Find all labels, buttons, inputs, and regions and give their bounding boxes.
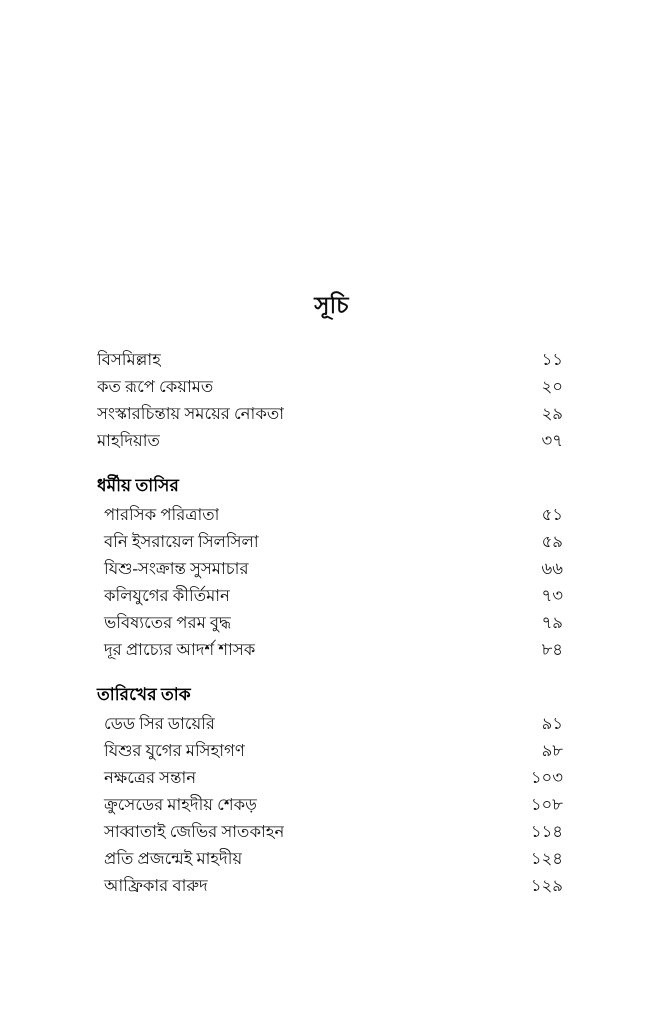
toc-entry[interactable] bbox=[97, 764, 563, 791]
toc-entry-label: মাহদিয়াত bbox=[97, 431, 160, 450]
toc-entry-page-number: ১০৮ bbox=[530, 795, 563, 814]
page-title: সূচি bbox=[314, 293, 349, 318]
toc-section-heading: তারিখের তাক bbox=[97, 685, 191, 704]
toc-entry-label: ক্রুসেডের মাহদীয় শেকড় bbox=[104, 795, 257, 814]
toc-entry-label: ভবিষ্যতের পরম বুদ্ধ bbox=[104, 613, 232, 632]
toc-group bbox=[97, 346, 563, 454]
toc-entry[interactable] bbox=[97, 528, 563, 555]
toc-entry[interactable] bbox=[97, 872, 563, 899]
toc-entry[interactable] bbox=[97, 737, 563, 764]
toc-group bbox=[97, 681, 563, 899]
toc-entry-page-number: ৮৪ bbox=[541, 640, 563, 659]
toc-entry[interactable] bbox=[97, 636, 563, 663]
toc-entry-label: পারসিক পরিত্রাতা bbox=[104, 505, 220, 524]
toc-entry-page-number: ৬৬ bbox=[541, 559, 563, 578]
toc-entry[interactable] bbox=[97, 346, 563, 373]
toc-entry-label: বিসমিল্লাহ bbox=[97, 350, 161, 369]
toc-entry-page-number: ৯৮ bbox=[541, 741, 563, 760]
toc-entry[interactable] bbox=[97, 710, 563, 737]
toc-entry-label: নক্ষত্রের সন্তান bbox=[104, 768, 197, 787]
toc-entry-label: প্রতি প্রজন্মেই মাহদীয় bbox=[104, 849, 243, 868]
toc-entry-page-number: ২০ bbox=[541, 377, 563, 396]
toc-entry-label: যিশুর যুগের মসিহাগণ bbox=[104, 741, 245, 760]
toc-entry[interactable] bbox=[97, 791, 563, 818]
toc-entry-label: ডেড সির ডায়েরি bbox=[104, 714, 216, 733]
toc-section-heading: ধর্মীয় তাসির bbox=[97, 476, 179, 495]
toc-entry[interactable] bbox=[97, 818, 563, 845]
toc-entry-page-number: ৫৯ bbox=[541, 532, 563, 551]
toc-entry-label: কলিযুগের কীর্তিমান bbox=[104, 586, 230, 605]
toc-entry-page-number: ৭৩ bbox=[541, 586, 563, 605]
toc-entry[interactable] bbox=[97, 373, 563, 400]
toc-entry[interactable] bbox=[97, 427, 563, 454]
toc-entry-label: বনি ইসরায়েল সিলসিলা bbox=[104, 532, 259, 551]
toc-entry[interactable] bbox=[97, 400, 563, 427]
toc-entry-label: যিশু-সংক্রান্ত সুসমাচার bbox=[104, 559, 249, 578]
toc-entry[interactable] bbox=[97, 845, 563, 872]
toc-group bbox=[97, 472, 563, 663]
toc-entry-page-number: ২৯ bbox=[541, 404, 563, 423]
toc-entry-page-number: ১২৪ bbox=[530, 849, 563, 868]
toc-entry-page-number: ১০৩ bbox=[530, 768, 563, 787]
toc-entry-page-number: ৭৯ bbox=[541, 613, 563, 632]
toc-entry-page-number: ৩৭ bbox=[541, 431, 563, 450]
toc-entry-label: দূর প্রাচ্যের আদর্শ শাসক bbox=[104, 640, 256, 659]
toc-entry-label: আফ্রিকার বারুদ bbox=[104, 876, 208, 895]
toc-entry-label: সাব্বাতাই জেভির সাতকাহন bbox=[104, 822, 285, 841]
toc-entry[interactable] bbox=[97, 555, 563, 582]
toc-entry-page-number: ১২৯ bbox=[530, 876, 563, 895]
toc-entry-page-number: ৫১ bbox=[541, 505, 563, 524]
toc-entry-label: সংস্কারচিন্তায় সময়ের নোকতা bbox=[97, 404, 285, 423]
toc-entry-page-number: ৯১ bbox=[541, 714, 563, 733]
toc-entry[interactable] bbox=[97, 501, 563, 528]
toc-entry-page-number: ১১৪ bbox=[530, 822, 563, 841]
toc-entry-label: কত রূপে কেয়ামত bbox=[97, 377, 214, 396]
toc-entry[interactable] bbox=[97, 609, 563, 636]
toc-entry[interactable] bbox=[97, 582, 563, 609]
toc-entry-page-number: ১১ bbox=[541, 350, 563, 369]
table-of-contents bbox=[97, 346, 563, 899]
